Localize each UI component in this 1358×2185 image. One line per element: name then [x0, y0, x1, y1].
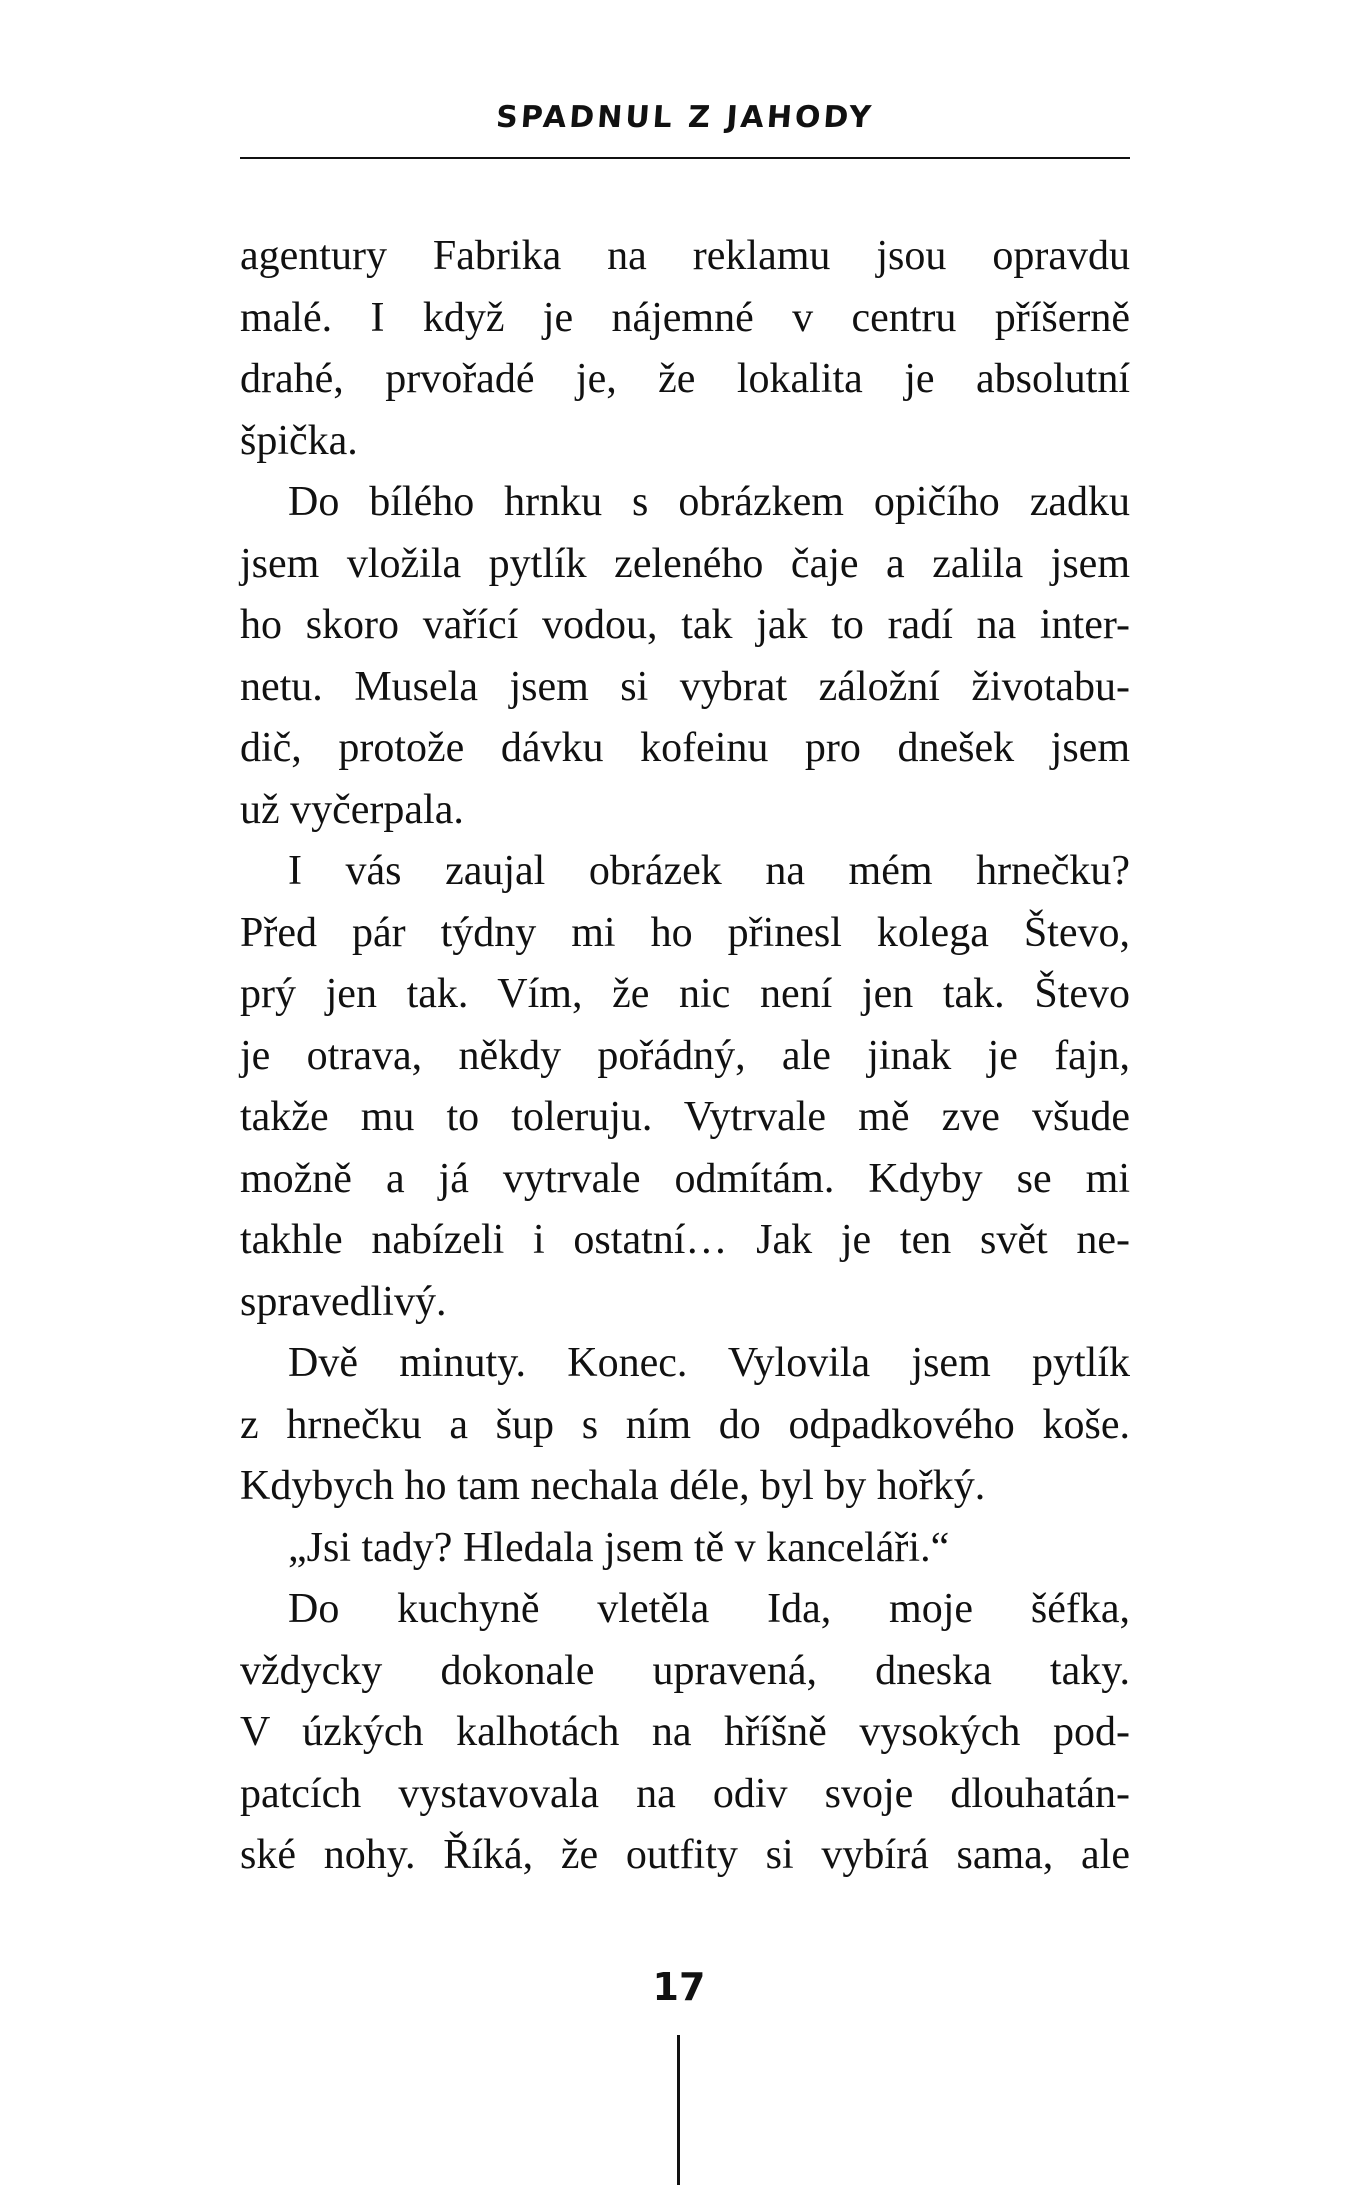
text-line: agentury Fabrika na reklamu jsou opravdu — [240, 233, 1130, 279]
text-line: už vyčerpala. — [240, 786, 464, 833]
text-line: z hrnečku a šup s ním do odpadkového koše. — [240, 1401, 1130, 1448]
text-line: jsem vložila pytlík zeleného čaje a zalila jsem — [240, 540, 1130, 587]
text-line: dič, protože dávku kofeinu pro dnešek jsem — [240, 725, 1130, 771]
footer-vertical-rule — [677, 2035, 680, 2185]
running-header-title: SPADNUL Z JAHODY — [494, 100, 876, 135]
text-line: malé. I když je nájemné v centru příšerně — [240, 294, 1130, 341]
text-line: Dvě minuty. Konec. Vylovila jsem pytlík — [288, 1340, 1130, 1386]
text-line: vždycky dokonale upravená, dneska taky. — [240, 1647, 1130, 1694]
text-line: patcích vystavovala na odiv svoje dlouhatán- — [240, 1770, 1130, 1817]
text-line: V úzkých kalhotách na hříšně vysokých pod- — [240, 1709, 1130, 1755]
body-text — [240, 226, 1130, 1887]
text-line: Kdybych ho tam nechala déle, byl by hořký. — [240, 1463, 986, 1509]
text-line: takže mu to toleruju. Vytrvale mě zve všude — [240, 1094, 1130, 1140]
text-line: Před pár týdny mi ho přinesl kolega Števo, — [240, 909, 1130, 956]
text-line: ho skoro vařící vodou, tak jak to radí na inter- — [240, 602, 1130, 648]
text-line: špička. — [240, 417, 358, 464]
text-line: prý jen tak. Vím, že nic není jen tak. Števo — [240, 971, 1130, 1017]
text-line: I vás zaujal obrázek na mém hrnečku? — [288, 848, 1130, 894]
header-rule — [240, 157, 1130, 159]
text-line: „Jsi tady? Hledala jsem tě v kanceláři.“ — [288, 1524, 950, 1571]
text-line: je otrava, někdy pořádný, ale jinak je fajn, — [240, 1032, 1130, 1079]
text-line: spravedlivý. — [240, 1278, 447, 1325]
text-line: netu. Musela jsem si vybrat záložní životabu- — [240, 663, 1130, 710]
text-line: drahé, prvořadé je, že lokalita je absolutní — [240, 356, 1130, 402]
text-line: Do kuchyně vletěla Ida, moje šéfka, — [288, 1586, 1130, 1632]
text-line: takhle nabízeli i ostatní… Jak je ten svět ne- — [240, 1217, 1130, 1263]
page-number: 17 — [652, 1965, 706, 2009]
text-line: možně a já vytrvale odmítám. Kdyby se mi — [240, 1155, 1130, 1202]
text-line: Do bílého hrnku s obrázkem opičího zadku — [288, 479, 1130, 525]
text-line: ské nohy. Říká, že outfity si vybírá sama, ale — [240, 1832, 1130, 1878]
